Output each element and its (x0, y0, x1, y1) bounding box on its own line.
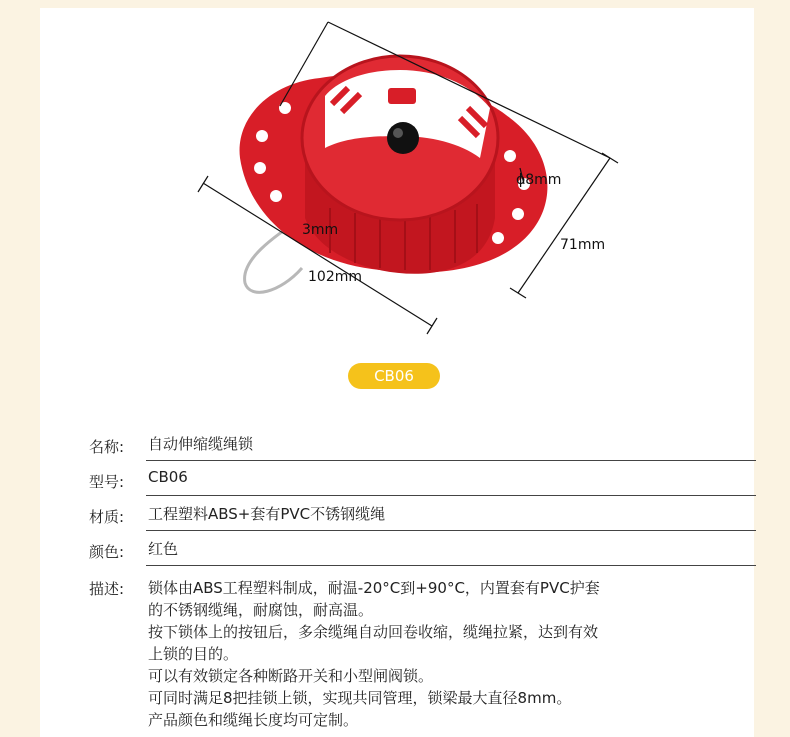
description-line: 上锁的目的。 (148, 645, 239, 663)
spec-label: 颜色: (89, 543, 125, 561)
spec-label: 描述: (89, 580, 125, 598)
divider (146, 565, 756, 566)
spec-value: 工程塑料ABS+套有PVC不锈钢缆绳 (148, 505, 386, 523)
spec-value: CB06 (148, 468, 188, 486)
dim-label-shackle: ϕ8mm (516, 172, 562, 188)
description-text (148, 577, 600, 731)
model-badge: CB06 (348, 363, 440, 389)
spec-value: 红色 (148, 540, 179, 558)
product-card (40, 8, 754, 737)
spec-row-name (89, 426, 709, 461)
spec-label: 名称: (89, 438, 125, 456)
description-line: 锁体由ABS工程塑料制成，耐温-20°C到+90°C，内置套有PVC护套 (148, 579, 600, 597)
dim-label-cable: 3mm (302, 222, 339, 238)
description-line: 产品颜色和缆绳长度均可定制。 (148, 711, 359, 729)
description-line: 可同时满足8把挂锁上锁，实现共同管理，锁梁最大直径8mm。 (148, 689, 572, 707)
spec-value: 自动伸缩缆绳锁 (148, 435, 254, 453)
description-line: 的不锈钢缆绳，耐腐蚀，耐高温。 (148, 601, 374, 619)
description-line: 按下锁体上的按钮后，多余缆绳自动回卷收缩，缆绳拉紧，达到有效 (148, 623, 599, 641)
product-photo (40, 8, 754, 348)
spec-row-color (89, 531, 709, 566)
spec-row-model (89, 461, 709, 496)
dim-label-height: 71mm (560, 237, 606, 253)
spec-label: 型号: (89, 473, 125, 491)
description-line: 可以有效锁定各种断路开关和小型闸阀锁。 (148, 667, 434, 685)
release-button (387, 122, 419, 154)
spec-table (89, 426, 709, 729)
spec-row-material (89, 496, 709, 531)
spec-label: 材质: (89, 508, 125, 526)
dim-label-width: 102mm (308, 269, 362, 285)
